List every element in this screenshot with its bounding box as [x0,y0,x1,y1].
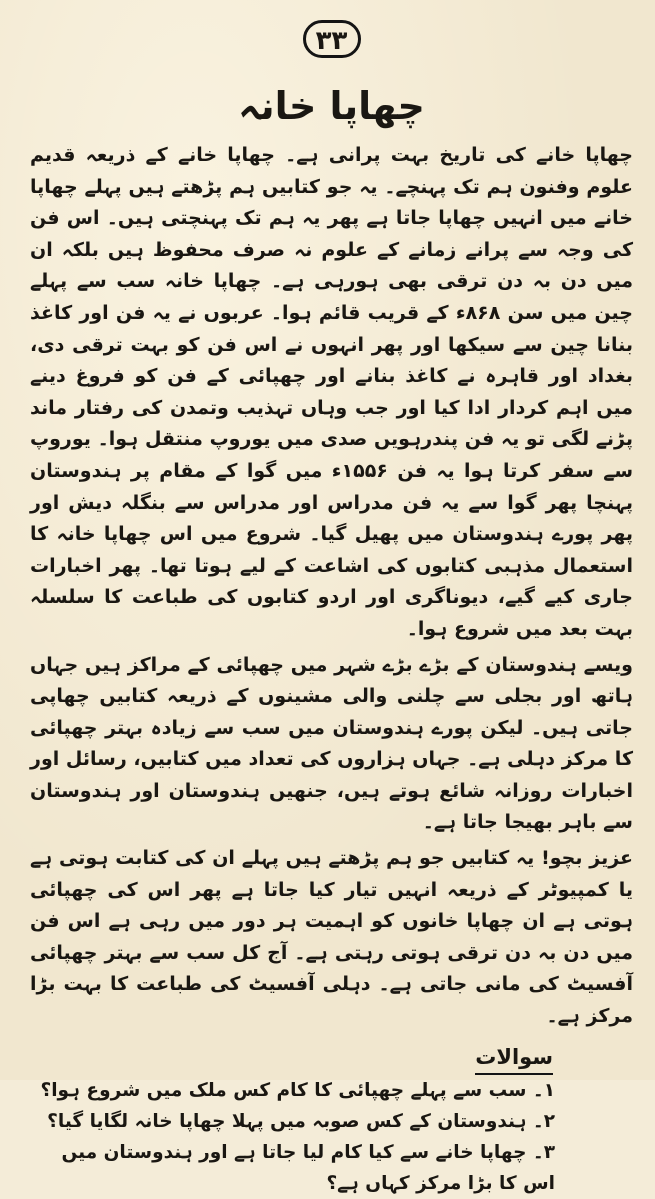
question-item-2: ۲۔ ہندوستان کے کس صوبہ میں پہلا چھاپا خانہ لگایا گیا؟ [47,1110,555,1132]
questions-heading: سوالات [475,1041,553,1075]
question-item-1: ۱۔ سب سے پہلے چھپائی کا کام کس ملک میں شروع ہوا؟ [40,1079,555,1101]
paragraph-dear-children: عزیز بچو! یہ کتابیں جو ہم پڑھتے ہیں پہلے ان کی کتابت ہوتی ہے یا کمپیوٹر کے ذریعہ انہیں تیار کیا جاتا ہے پھر اس کی چھپائی ہوتی ہے ان چھاپا خانوں کو اہمیت ہر دور میں رہی ہے اس فن میں دن بہ دن ترقی ہوتی رہتی ہے۔ آج کل سب سے بہتر چھپائی آفسیٹ کی مانی جاتی ہے۔ دہلی آفسیٹ کی طباعت کا بہت بڑا مرکز ہے۔ [30,847,633,1028]
paragraph-history: چھاپا خانے کی تاریخ بہت پرانی ہے۔ چھاپا خانے کے ذریعہ قدیم علوم وفنون ہم تک پہنچے۔ یہ جو کتابیں ہم پڑھتے ہیں پہلے چھاپا خانے میں انہیں چھاپا جاتا ہے پھر یہ ہم تک پہنچتی ہیں۔ اس فن کی وجہ سے پرانے زمانے کے علوم نہ صرف محفوظ ہیں بلکہ ان میں دن بہ دن ترقی بھی ہورہی ہے۔ چھاپا خانہ سب سے پہلے چین میں سن ۸۶۸ء کے قریب قائم ہوا۔ عربوں نے یہ فن اور کاغذ بنانا چین سے سیکھا اور پھر انہوں نے اس فن کو بہت ترقی دی، بغداد اور قاہرہ نے کاغذ بنانے اور چھپائی کے فن کو فروغ دینے میں اہم کردار ادا کیا اور جب وہاں تہذیب وتمدن کی رفتار ماند پڑنے لگی تو یہ فن پندرہویں صدی میں یوروپ منتقل ہوا۔ یوروپ سے سفر کرتا ہوا یہ فن ۱۵۵۶ء میں گوا کے مقام پر ہندوستان پہنچا پھر گوا سے یہ فن مدراس اور مدراس سے بنگلہ دیش اور پھر پورے ہندوستان میں پھیل گیا۔ شروع میں اس چھاپا خانہ کا استعمال مذہبی کتابوں کی اشاعت کے لیے ہوتا تھا۔ پھر اخبارات جاری کیے گیے، دیوناگری اور اردو کتابوں کی طباعت کا سلسلہ بہت بعد میں شروع ہوا۔ [30,144,634,640]
paragraph-printing-centers: ویسے ہندوستان کے بڑے بڑے شہر میں چھپائی کے مراکز ہیں جہاں ہاتھ اور بجلی سے چلنی والی مشینوں کے ذریعہ کتابیں چھاپی جاتی ہیں۔ لیکن پورے ہندوستان میں سب سے زیادہ بہتر چھپائی کا مرکز دہلی ہے۔ جہاں ہزاروں کی تعداد میں کتابیں، رسائل اور اخبارات روزانہ شائع ہوتے ہیں، جنھیں ہندوستان اور ہندوستان سے باہر بھیجا جاتا ہے۔ [30,653,633,834]
question-item-3: ۳۔ چھاپا خانے سے کیا کام لیا جاتا ہے اور ہندوستان میں اس کا بڑا مرکز کہاں ہے؟ [61,1141,555,1194]
page-number-container [30,20,633,72]
lesson-title: چھاپا خانہ [238,84,425,128]
page-number: ۳۳ [303,20,361,58]
